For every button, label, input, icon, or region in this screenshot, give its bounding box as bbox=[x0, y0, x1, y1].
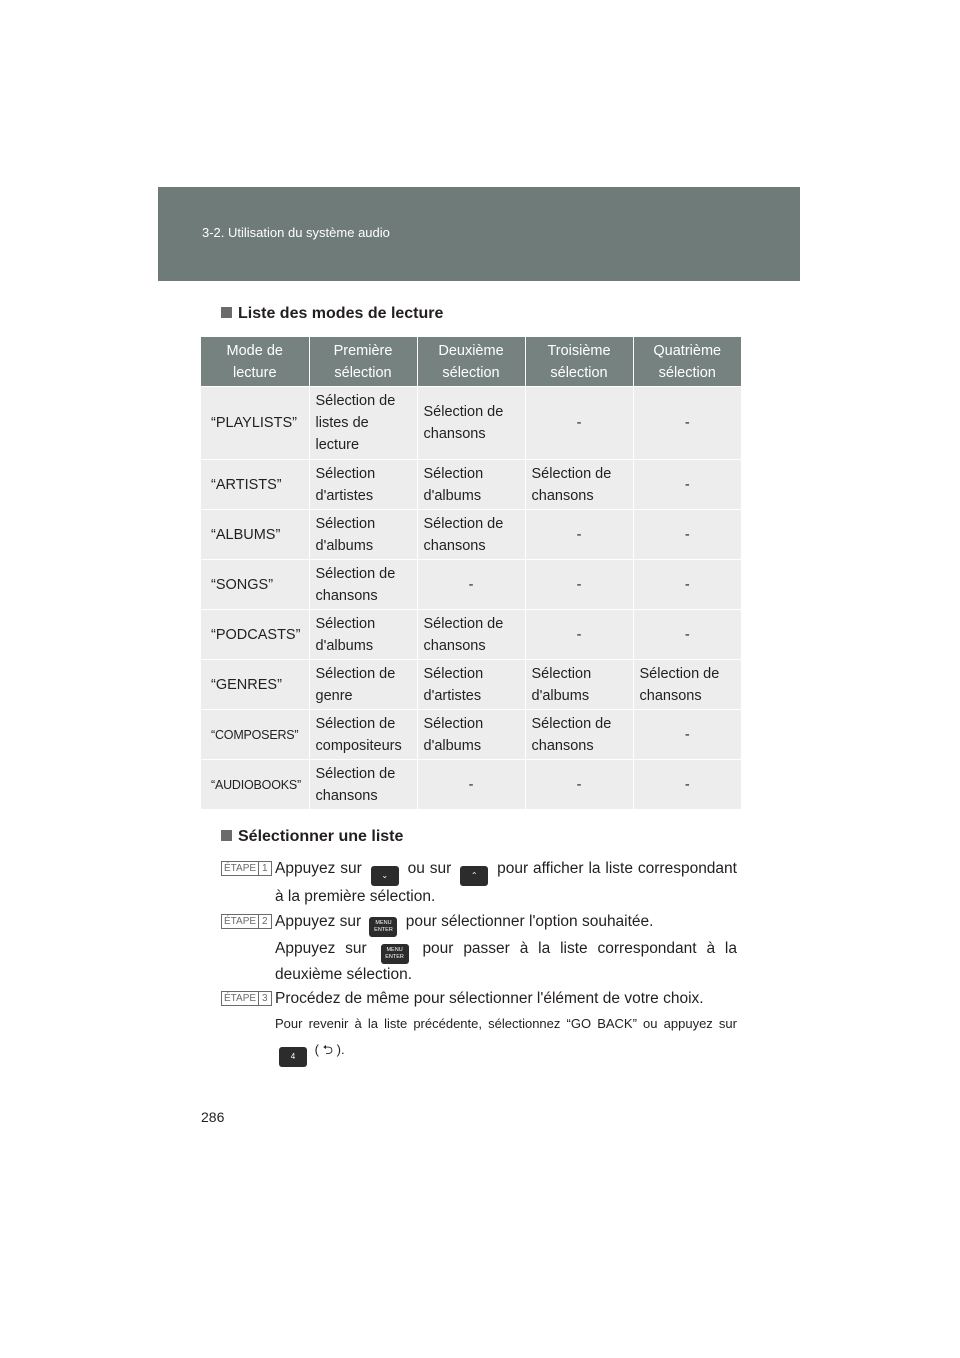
square-bullet-icon bbox=[221, 307, 232, 318]
table-row bbox=[201, 460, 741, 510]
col-header-third: Troisième sélection bbox=[525, 337, 633, 387]
menu-enter-button-icon: MENU ENTER bbox=[381, 944, 409, 964]
table-cell: - bbox=[633, 610, 741, 660]
table-cell: Sélection d'artistes bbox=[309, 460, 417, 510]
table-cell: - bbox=[525, 560, 633, 610]
step-3-text: Procédez de même pour sélectionner l'élément de votre choix. bbox=[275, 990, 704, 1007]
table-cell: Sélection de listes de lecture bbox=[309, 387, 417, 460]
table-cell: - bbox=[525, 760, 633, 810]
table-cell: Sélection d'albums bbox=[309, 510, 417, 560]
step-badge-3 bbox=[221, 988, 276, 1010]
table-row bbox=[201, 610, 741, 660]
table-cell: - bbox=[633, 760, 741, 810]
step-badge: ÉTAPE 1 bbox=[221, 861, 272, 876]
table-cell: Sélection d'albums bbox=[417, 460, 525, 510]
table-cell: - bbox=[633, 710, 741, 760]
breadcrumb: 3-2. Utilisation du système audio bbox=[202, 225, 390, 240]
table-row bbox=[201, 760, 741, 810]
mode-cell: “COMPOSERS” bbox=[201, 710, 309, 760]
table-header-row bbox=[201, 337, 741, 387]
mode-cell: “ALBUMS” bbox=[201, 510, 309, 560]
up-button-icon: ⌃ bbox=[460, 866, 488, 886]
table-cell: Sélection d'albums bbox=[525, 660, 633, 710]
down-button-icon: ⌄ bbox=[371, 866, 399, 886]
step-1-text: Appuyez sur ⌄ ou sur ⌃ pour afficher la liste correspondant à la première sélection. bbox=[275, 860, 737, 905]
step-badge: ÉTAPE 2 bbox=[221, 914, 272, 929]
table-cell: - bbox=[633, 510, 741, 560]
step-badge-2 bbox=[221, 911, 276, 933]
table-cell: Sélection de chansons bbox=[417, 610, 525, 660]
menu-enter-button-icon: MENU ENTER bbox=[369, 917, 397, 937]
return-arrow-icon: ⮌ bbox=[322, 1042, 334, 1057]
table-cell: Sélection de chansons bbox=[633, 660, 741, 710]
square-bullet-icon bbox=[221, 830, 232, 841]
step-badge: ÉTAPE 3 bbox=[221, 991, 272, 1006]
chapter-header-band bbox=[158, 187, 800, 281]
playback-modes-table bbox=[201, 337, 741, 809]
table-cell: Sélection de chansons bbox=[525, 460, 633, 510]
table-cell: Sélection de chansons bbox=[309, 760, 417, 810]
table-cell: - bbox=[417, 560, 525, 610]
table-row bbox=[201, 560, 741, 610]
table-cell: - bbox=[633, 387, 741, 460]
back-button-icon: 4 bbox=[279, 1047, 307, 1067]
col-header-first: Première sélection bbox=[309, 337, 417, 387]
page-number: 286 bbox=[201, 1109, 225, 1125]
table-cell: Sélection d'artistes bbox=[417, 660, 525, 710]
table-cell: - bbox=[525, 510, 633, 560]
table-cell: Sélection de compositeurs bbox=[309, 710, 417, 760]
step-2-subtext: Appuyez sur MENU ENTER pour passer à la liste correspondant à la deuxième sélection. bbox=[275, 940, 737, 983]
col-header-fourth: Quatrième sélection bbox=[633, 337, 741, 387]
table-cell: Sélection de chansons bbox=[525, 710, 633, 760]
mode-cell: “PODCASTS” bbox=[201, 610, 309, 660]
table-cell: Sélection d'albums bbox=[309, 610, 417, 660]
mode-cell: “PLAYLISTS” bbox=[201, 387, 309, 460]
table-row bbox=[201, 660, 741, 710]
table-cell: Sélection de chansons bbox=[417, 387, 525, 460]
col-header-second: Deuxième sélection bbox=[417, 337, 525, 387]
table-cell: Sélection d'albums bbox=[417, 710, 525, 760]
mode-cell: “GENRES” bbox=[201, 660, 309, 710]
col-header-mode: Mode de lecture bbox=[201, 337, 309, 387]
table-cell: - bbox=[417, 760, 525, 810]
step-badge-1 bbox=[221, 858, 276, 880]
table-row bbox=[201, 710, 741, 760]
table-row bbox=[201, 387, 741, 460]
table-row bbox=[201, 510, 741, 560]
table-cell: - bbox=[525, 610, 633, 660]
mode-cell: “SONGS” bbox=[201, 560, 309, 610]
table-cell: - bbox=[633, 460, 741, 510]
mode-cell: “AUDIOBOOKS” bbox=[201, 760, 309, 810]
mode-cell: “ARTISTS” bbox=[201, 460, 309, 510]
go-back-note: Pour revenir à la liste précédente, sélectionnez “GO BACK” ou appuyez sur 4 ( ⮌ ). bbox=[275, 1011, 737, 1067]
section-title-playback-modes: Liste des modes de lecture bbox=[221, 305, 443, 323]
section-title-select-list: Sélectionner une liste bbox=[221, 828, 403, 846]
table-cell: Sélection de genre bbox=[309, 660, 417, 710]
table-cell: Sélection de chansons bbox=[309, 560, 417, 610]
table-cell: - bbox=[633, 560, 741, 610]
table-cell: Sélection de chansons bbox=[417, 510, 525, 560]
step-2-text: Appuyez sur MENU ENTER pour sélectionner l'option souhaitée. bbox=[275, 911, 737, 937]
table-cell: - bbox=[525, 387, 633, 460]
